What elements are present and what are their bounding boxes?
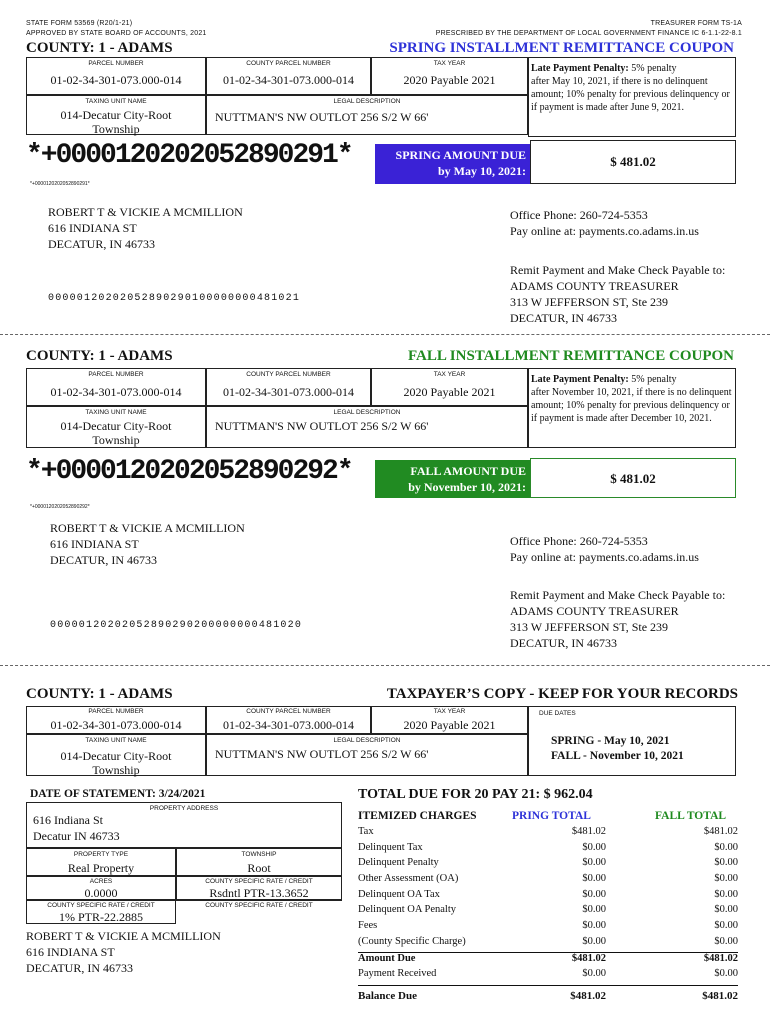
table-row bbox=[358, 968, 738, 984]
table-row bbox=[358, 936, 738, 953]
charge-spring: $0.00 bbox=[582, 968, 606, 980]
owner-street: 616 INDIANA ST bbox=[48, 221, 137, 235]
taxing-unit-label: TAXING UNIT NAME bbox=[85, 409, 147, 416]
table-row bbox=[358, 953, 738, 969]
property-type-label: PROPERTY TYPE bbox=[73, 851, 129, 858]
copy-taxing-unit-box bbox=[26, 734, 206, 776]
copy-parcel-box bbox=[26, 706, 206, 734]
spring-office-info bbox=[510, 207, 699, 239]
county-rate-1: Rsdntl PTR-13.3652 bbox=[209, 886, 309, 900]
spring-barcode: *+0000120202052890291* bbox=[26, 140, 352, 171]
spring-county-parcel-box bbox=[206, 57, 371, 95]
charge-spring: $481.02 bbox=[571, 952, 606, 964]
spring-remit-block bbox=[510, 262, 725, 326]
tax-year: 2020 Payable 2021 bbox=[403, 385, 496, 399]
charge-spring: $481.02 bbox=[571, 826, 606, 837]
fall-amount: $ 481.02 bbox=[610, 471, 656, 486]
due-date-spring: SPRING - May 10, 2021 bbox=[551, 735, 670, 747]
total-due: TOTAL DUE FOR 20 PAY 21: $ 962.04 bbox=[358, 787, 593, 802]
late-penalty-pct: 5% penalty bbox=[628, 374, 677, 385]
fall-total-heading: FALL TOTAL bbox=[655, 810, 727, 822]
fall-coupon-title: FALL INSTALLMENT REMITTANCE COUPON bbox=[407, 348, 734, 364]
tax-year-label: TAX YEAR bbox=[433, 60, 466, 67]
statement-date: DATE OF STATEMENT: 3/24/2021 bbox=[30, 788, 206, 800]
table-row bbox=[358, 920, 738, 936]
copy-due-dates-box bbox=[528, 706, 736, 776]
charge-fall: $0.00 bbox=[714, 841, 738, 853]
fall-owner-address bbox=[50, 520, 245, 568]
tax-year-label: TAX YEAR bbox=[433, 371, 466, 378]
owner-name: ROBERT T & VICKIE A MCMILLION bbox=[50, 521, 245, 535]
county-rate-box-2 bbox=[26, 900, 176, 924]
charge-label: Delinquent OA Tax bbox=[358, 888, 440, 900]
spring-legal-box bbox=[206, 95, 528, 135]
fall-parcel-box bbox=[26, 368, 206, 406]
copy-legal-box bbox=[206, 734, 528, 776]
table-row bbox=[358, 842, 738, 858]
charge-spring: $0.00 bbox=[582, 920, 606, 932]
charge-label: (County Specific Charge) bbox=[358, 935, 466, 947]
charge-label: Amount Due bbox=[358, 952, 416, 964]
property-address-box bbox=[26, 802, 342, 848]
taxing-unit-label: TAXING UNIT NAME bbox=[85, 98, 147, 105]
due-dates-label: DUE DATES bbox=[539, 710, 576, 717]
owner-city: DECATUR, IN 46733 bbox=[48, 237, 155, 251]
county-rate-label: COUNTY SPECIFIC RATE / CREDIT bbox=[205, 902, 313, 909]
approved-by: APPROVED BY STATE BOARD OF ACCOUNTS, 2021 bbox=[26, 30, 207, 37]
charge-fall: $0.00 bbox=[714, 888, 738, 900]
spring-barcode-text: *+0000120202052890291* bbox=[30, 181, 90, 187]
legal-description: NUTTMAN'S NW OUTLOT 256 S/2 W 66' bbox=[215, 747, 429, 761]
fall-penalty-text: after November 10, 2021, if there is no delinquent amount; 10% penalty for previous delinquency or if payment is made after December 10, 2021. bbox=[531, 387, 732, 424]
charge-fall: $0.00 bbox=[714, 935, 738, 947]
fall-taxing-unit-box bbox=[26, 406, 206, 448]
parcel-label: PARCEL NUMBER bbox=[88, 708, 144, 715]
fall-office-info bbox=[510, 533, 699, 565]
legal-description: NUTTMAN'S NW OUTLOT 256 S/2 W 66' bbox=[215, 419, 429, 433]
spring-amount: $ 481.02 bbox=[610, 154, 656, 169]
late-penalty-title: Late Payment Penalty: bbox=[531, 63, 629, 74]
copy-title: TAXPAYER’S COPY - KEEP FOR YOUR RECORDS bbox=[386, 686, 738, 702]
acres-box bbox=[26, 876, 176, 900]
acres: 0.0000 bbox=[84, 886, 118, 900]
table-row bbox=[358, 826, 738, 842]
remit-line: ADAMS COUNTY TREASURER bbox=[510, 279, 679, 293]
property-type: Real Property bbox=[67, 861, 135, 875]
county-rate-2: 1% PTR-22.2885 bbox=[59, 910, 143, 924]
fall-tax-year-box bbox=[371, 368, 528, 406]
spring-penalty-box bbox=[528, 57, 736, 137]
balance-divider bbox=[358, 985, 738, 986]
county-parcel-number: 01-02-34-301-073.000-014 bbox=[223, 385, 354, 399]
fall-county-parcel-box bbox=[206, 368, 371, 406]
spring-coupon-title: SPRING INSTALLMENT REMITTANCE COUPON bbox=[389, 40, 734, 56]
spring-amount-box bbox=[530, 140, 736, 184]
charge-spring: $0.00 bbox=[582, 873, 606, 885]
spring-due-line-1: SPRING AMOUNT DUE bbox=[395, 148, 526, 162]
charge-label: Payment Received bbox=[358, 968, 437, 980]
county-parcel-label: COUNTY PARCEL NUMBER bbox=[246, 708, 331, 715]
office-phone: Office Phone: 260-724-5353 bbox=[510, 208, 648, 222]
parcel-label: PARCEL NUMBER bbox=[88, 371, 144, 378]
fall-barcode-text: *+0000120202052890292* bbox=[30, 504, 90, 510]
county-rate-box-3 bbox=[176, 900, 342, 924]
prescribed-by: PRESCRIBED BY THE DEPARTMENT OF LOCAL GOVERNMENT FINANCE IC 6-1.1-22-8.1 bbox=[435, 30, 742, 37]
charge-spring: $0.00 bbox=[582, 857, 606, 869]
charge-spring: $0.00 bbox=[582, 888, 606, 900]
fall-barcode: *+0000120202052890292* bbox=[26, 456, 352, 487]
charge-fall: $0.00 bbox=[714, 904, 738, 916]
remit-line: Remit Payment and Make Check Payable to: bbox=[510, 263, 726, 277]
due-dates-list bbox=[551, 734, 684, 764]
legal-label: LEGAL DESCRIPTION bbox=[333, 737, 401, 744]
county-parcel-label: COUNTY PARCEL NUMBER bbox=[246, 371, 331, 378]
property-address-label: PROPERTY ADDRESS bbox=[149, 805, 219, 812]
spring-due-line-2: by May 10, 2021: bbox=[438, 164, 526, 178]
treasurer-form-id: TREASURER FORM TS-1A bbox=[650, 20, 742, 27]
balance-due-spring: $481.02 bbox=[570, 990, 606, 1002]
county-parcel-number: 01-02-34-301-073.000-014 bbox=[223, 73, 354, 87]
pay-online: Pay online at: payments.co.adams.in.us bbox=[510, 224, 699, 238]
charges-table bbox=[358, 826, 738, 984]
fall-legal-box bbox=[206, 406, 528, 448]
charge-spring: $0.00 bbox=[582, 904, 606, 916]
address-line-2: Decatur IN 46733 bbox=[33, 829, 120, 843]
table-row bbox=[358, 904, 738, 920]
parcel-number: 01-02-34-301-073.000-014 bbox=[50, 385, 182, 399]
taxing-unit-name: 014-Decatur City-Root Township bbox=[60, 108, 172, 136]
charge-spring: $0.00 bbox=[582, 841, 606, 853]
tax-year-label: TAX YEAR bbox=[433, 708, 466, 715]
copy-owner-address bbox=[26, 928, 221, 976]
spring-penalty-text: after May 10, 2021, if there is no delinquent amount; 10% penalty for previous delinquency or if payment is made after June 9, 2021. bbox=[531, 76, 730, 113]
parcel-number: 01-02-34-301-073.000-014 bbox=[50, 718, 182, 732]
legal-label: LEGAL DESCRIPTION bbox=[333, 409, 401, 416]
charge-label: Other Assessment (OA) bbox=[358, 873, 459, 885]
charge-fall: $481.02 bbox=[703, 826, 738, 837]
balance-due-label: Balance Due bbox=[358, 990, 417, 1002]
charge-label: Fees bbox=[358, 920, 378, 932]
spring-tax-year-box bbox=[371, 57, 528, 95]
owner-name: ROBERT T & VICKIE A MCMILLION bbox=[48, 205, 243, 219]
parcel-number: 01-02-34-301-073.000-014 bbox=[50, 73, 182, 87]
charge-label: Delinquent Penalty bbox=[358, 857, 439, 869]
county-parcel-label: COUNTY PARCEL NUMBER bbox=[246, 60, 331, 67]
charge-fall: $0.00 bbox=[714, 873, 738, 885]
address-line-1: 616 Indiana St bbox=[33, 813, 103, 827]
owner-city: DECATUR, IN 46733 bbox=[50, 553, 157, 567]
spring-county-label: COUNTY: 1 - ADAMS bbox=[26, 40, 173, 56]
charge-fall: $481.02 bbox=[703, 952, 738, 964]
owner-street: 616 INDIANA ST bbox=[26, 945, 115, 959]
late-penalty-title: Late Payment Penalty: bbox=[531, 374, 629, 385]
owner-city: DECATUR, IN 46733 bbox=[26, 961, 133, 975]
taxing-unit-label: TAXING UNIT NAME bbox=[85, 737, 147, 744]
tax-year: 2020 Payable 2021 bbox=[403, 718, 496, 732]
state-form-id: STATE FORM 53569 (R20/1-21) bbox=[26, 20, 133, 27]
charge-label: Delinquent OA Penalty bbox=[358, 904, 456, 916]
spring-parcel-box bbox=[26, 57, 206, 95]
office-phone: Office Phone: 260-724-5353 bbox=[510, 534, 648, 548]
charge-fall: $0.00 bbox=[714, 857, 738, 869]
table-row bbox=[358, 857, 738, 873]
fall-penalty-box bbox=[528, 368, 736, 448]
acres-label: ACRES bbox=[89, 878, 113, 885]
parcel-label: PARCEL NUMBER bbox=[88, 60, 144, 67]
spring-amount-due-label bbox=[375, 144, 530, 184]
pay-online: Pay online at: payments.co.adams.in.us bbox=[510, 550, 699, 564]
spring-scanline: 00000120202052890290100000000481021 bbox=[48, 293, 301, 304]
township-label: TOWNSHIP bbox=[241, 851, 277, 858]
remit-line: 313 W JEFFERSON ST, Ste 239 bbox=[510, 620, 669, 634]
tax-year: 2020 Payable 2021 bbox=[403, 73, 496, 87]
charge-label: Delinquent Tax bbox=[358, 841, 423, 853]
copy-county-label: COUNTY: 1 - ADAMS bbox=[26, 686, 173, 702]
table-row bbox=[358, 873, 738, 889]
tear-line bbox=[0, 665, 770, 666]
late-penalty-pct: 5% penalty bbox=[628, 63, 677, 74]
remit-line: DECATUR, IN 46733 bbox=[510, 636, 617, 650]
property-type-box bbox=[26, 848, 176, 876]
fall-scanline: 00000120202052890290200000000481020 bbox=[50, 620, 303, 631]
spring-total-heading: PRING TOTAL bbox=[512, 810, 591, 822]
remit-line: ADAMS COUNTY TREASURER bbox=[510, 604, 679, 618]
charge-fall: $0.00 bbox=[714, 968, 738, 980]
legal-description: NUTTMAN'S NW OUTLOT 256 S/2 W 66' bbox=[215, 110, 429, 124]
fall-remit-block bbox=[510, 587, 725, 651]
county-parcel-number: 01-02-34-301-073.000-014 bbox=[223, 718, 354, 732]
tear-line bbox=[0, 334, 770, 335]
fall-due-line-2: by November 10, 2021: bbox=[408, 480, 526, 494]
fall-due-line-1: FALL AMOUNT DUE bbox=[410, 464, 526, 478]
township: Root bbox=[247, 861, 271, 875]
table-row bbox=[358, 889, 738, 905]
county-rate-box-1 bbox=[176, 876, 342, 900]
taxing-unit-name: 014-Decatur City-Root Township bbox=[60, 749, 172, 777]
county-rate-label: COUNTY SPECIFIC RATE / CREDIT bbox=[47, 902, 155, 909]
charge-spring: $0.00 bbox=[582, 935, 606, 947]
copy-county-parcel-box bbox=[206, 706, 371, 734]
fall-county-label: COUNTY: 1 - ADAMS bbox=[26, 348, 173, 364]
remit-line: DECATUR, IN 46733 bbox=[510, 311, 617, 325]
fall-amount-box bbox=[530, 458, 736, 498]
spring-owner-address bbox=[48, 204, 243, 252]
county-rate-label: COUNTY SPECIFIC RATE / CREDIT bbox=[205, 878, 313, 885]
itemized-charges-heading: ITEMIZED CHARGES bbox=[358, 810, 477, 822]
fall-amount-due-label bbox=[375, 460, 530, 498]
township-box bbox=[176, 848, 342, 876]
remit-line: 313 W JEFFERSON ST, Ste 239 bbox=[510, 295, 669, 309]
taxing-unit-name: 014-Decatur City-Root Township bbox=[60, 419, 172, 447]
charge-label: Tax bbox=[358, 826, 374, 837]
owner-name: ROBERT T & VICKIE A MCMILLION bbox=[26, 929, 221, 943]
due-date-fall: FALL - November 10, 2021 bbox=[551, 750, 684, 762]
property-address bbox=[33, 812, 120, 844]
legal-label: LEGAL DESCRIPTION bbox=[333, 98, 401, 105]
charge-fall: $0.00 bbox=[714, 920, 738, 932]
spring-taxing-unit-box bbox=[26, 95, 206, 135]
balance-due-fall: $481.02 bbox=[702, 990, 738, 1002]
copy-tax-year-box bbox=[371, 706, 528, 734]
remit-line: Remit Payment and Make Check Payable to: bbox=[510, 588, 726, 602]
owner-street: 616 INDIANA ST bbox=[50, 537, 139, 551]
